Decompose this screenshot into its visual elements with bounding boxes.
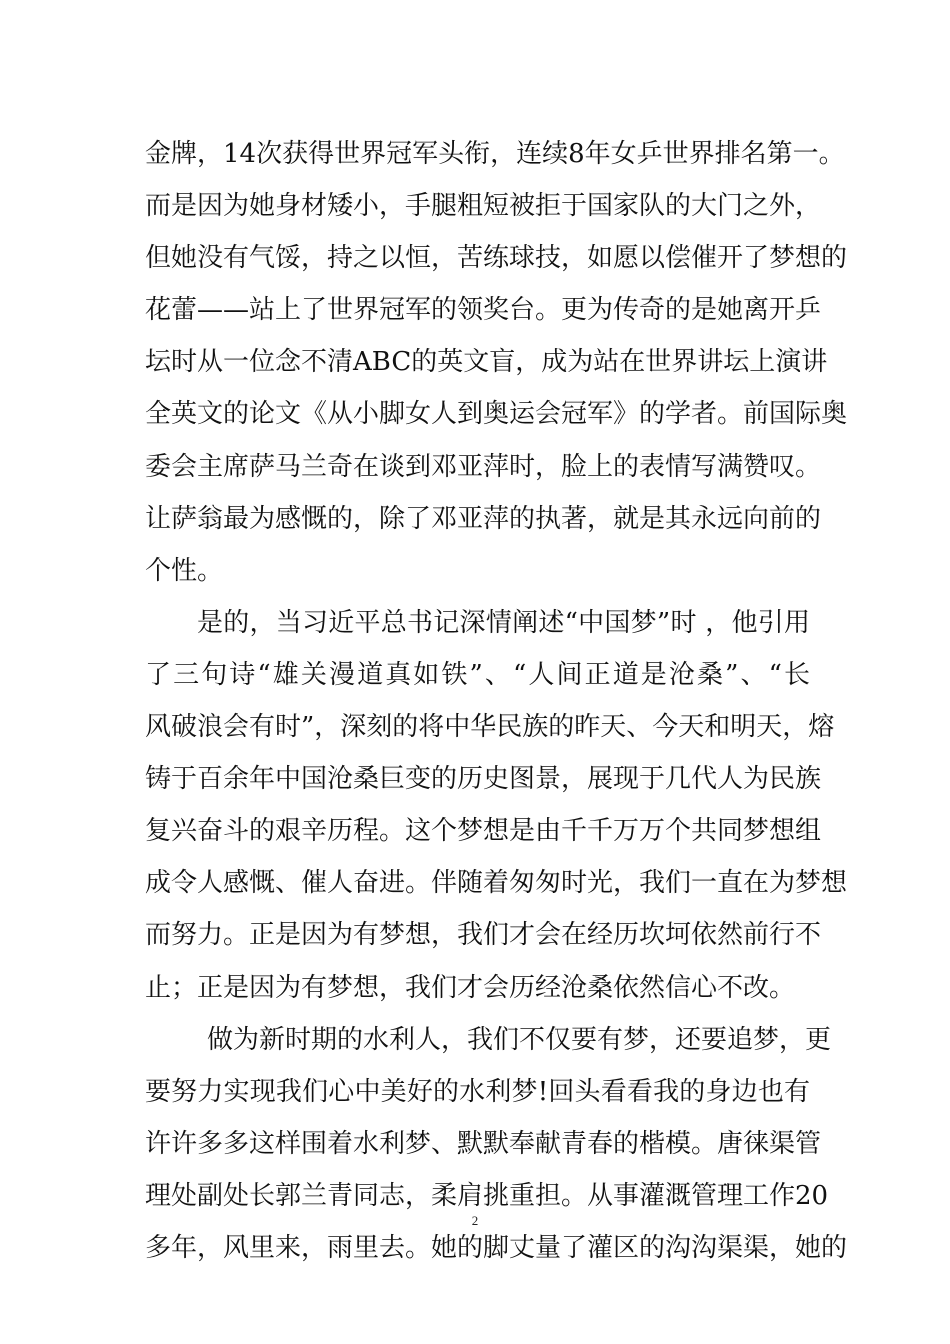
paragraph-2-line-5: 复兴奋斗的艰辛历程。这个梦想是由千千万万个共同梦想组 (145, 816, 822, 847)
paragraph-1-line-6: 全英文的论文《从小脚女人到奥运会冠军》的学者。前国际奥 (145, 399, 848, 430)
paragraph-1-line-5: 坛时从一位念不清ABC的英文盲，成为站在世界讲坛上演讲 (145, 347, 828, 378)
paragraph-1-line-7: 委会主席萨马兰奇在谈到邓亚萍时，脸上的表情写满赞叹。 (145, 451, 822, 482)
paragraph-1-line-8: 让萨翁最为感慨的，除了邓亚萍的执著，就是其永远向前的 (145, 503, 822, 534)
paragraph-2-line-4: 铸于百余年中国沧桑巨变的历史图景，展现于几代人为民族 (145, 764, 822, 795)
paragraph-2-line-7: 而努力。正是因为有梦想，我们才会在经历坎坷依然前行不 (145, 920, 822, 951)
body-text (145, 128, 848, 1274)
paragraph-1-line-4: 花蕾——站上了世界冠军的领奖台。更为传奇的是她离开乒 (145, 295, 822, 326)
paragraph-2-line-6: 成令人感慨、催人奋进。伴随着匆匆时光，我们一直在为梦想 (145, 868, 848, 899)
paragraph-3-line-4: 理处副处长郭兰青同志，柔肩挑重担。从事灌溉管理工作20 (145, 1180, 829, 1211)
paragraph-3-line-5: 多年，风里来，雨里去。她的脚丈量了灌区的沟沟渠渠，她的 (145, 1232, 848, 1263)
paragraph-2-line-3: 风破浪会有时”，深刻的将中华民族的昨天、今天和明天，熔 (145, 712, 835, 743)
paragraph-1-line-3: 但她没有气馁，持之以恒，苦练球技，如愿以偿催开了梦想的 (145, 243, 848, 274)
paragraph-1-line-2: 而是因为她身材矮小，手腿粗短被拒于国家队的大门之外， (145, 191, 822, 222)
page-number: 2 (471, 1213, 479, 1228)
paragraph-1-line-1: 金牌，14次获得世界冠军头衔，连续8年女乒世界排名第一。 (145, 139, 845, 169)
paragraph-3-line-1: 做为新时期的水利人，我们不仅要有梦，还要追梦，更 (207, 1024, 832, 1055)
paragraph-2-line-2: 了三句诗“雄关漫道真如铁”、“人间正道是沧桑”、“长 (145, 659, 810, 690)
paragraph-2-line-1: 是的，当习近平总书记深情阐述“中国梦”时 ，他引用 (197, 607, 810, 638)
paragraph-2-line-8: 止；正是因为有梦想，我们才会历经沧桑依然信心不改。 (145, 972, 796, 1003)
paragraph-3-line-2: 要努力实现我们心中美好的水利梦!回头看看我的身边也有 (145, 1076, 810, 1107)
paragraph-1-line-9: 个性。 (145, 555, 224, 586)
paragraph-3-line-3: 许许多多这样围着水利梦、默默奉献青春的楷模。唐徕渠管 (145, 1128, 822, 1159)
